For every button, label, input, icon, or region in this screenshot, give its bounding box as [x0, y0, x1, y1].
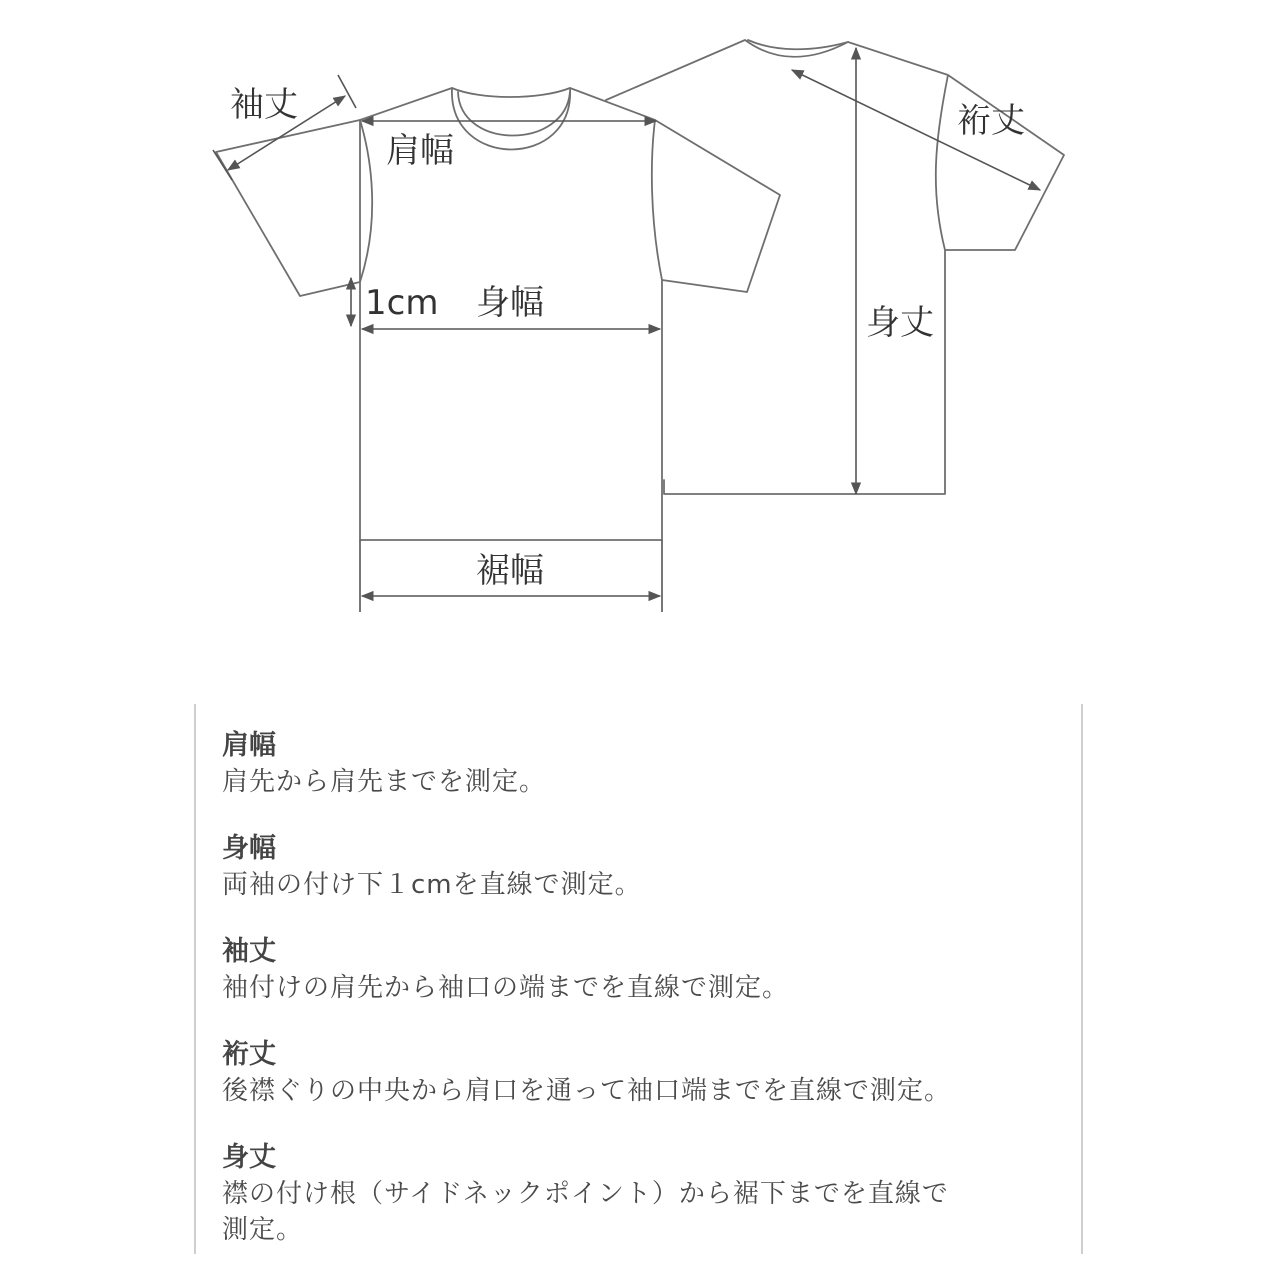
label-yuki-length: 裄丈	[957, 101, 1025, 141]
measurement-notes-panel	[194, 704, 1083, 1254]
note-body-width	[222, 831, 1062, 903]
note-title: 身幅	[222, 833, 276, 864]
label-shoulder-width: 肩幅	[386, 131, 454, 171]
note-body-length	[222, 1140, 1062, 1248]
note-body: 後襟ぐりの中央から肩口を通って袖口端までを直線で測定。	[222, 1076, 952, 1106]
label-hem-width: 裾幅	[476, 551, 544, 591]
note-shoulder-width	[222, 728, 1062, 800]
label-body-length: 身丈	[866, 303, 934, 343]
label-one-cm: 1cm	[365, 283, 439, 323]
note-sleeve-length	[222, 934, 1062, 1006]
label-body-width: 身幅	[476, 283, 544, 323]
note-body: 両袖の付け下１cmを直線で測定。	[222, 870, 642, 900]
note-body: 肩先から肩先までを測定。	[222, 767, 547, 797]
note-title: 裄丈	[222, 1039, 276, 1070]
note-title: 袖丈	[222, 936, 276, 967]
note-body-line-2: 測定。	[222, 1215, 304, 1245]
note-title: 身丈	[222, 1142, 276, 1173]
note-body: 袖付けの肩先から袖口の端までを直線で測定。	[222, 973, 790, 1003]
note-yuki-length	[222, 1037, 1062, 1109]
note-title: 肩幅	[222, 730, 276, 761]
label-sleeve-length: 袖丈	[230, 85, 298, 125]
note-body-line-1: 襟の付け根（サイドネックポイント）から裾下までを直線で	[222, 1179, 949, 1209]
